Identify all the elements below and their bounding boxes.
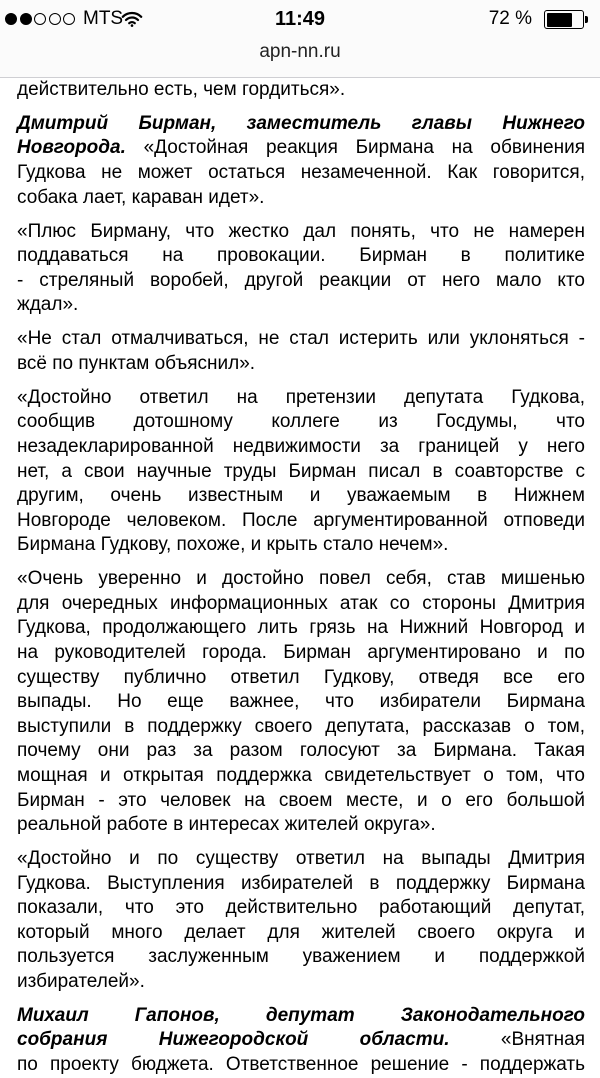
battery-terminal <box>585 16 588 23</box>
article-paragraph <box>17 567 585 838</box>
carrier-name: MTS <box>83 8 124 29</box>
article-paragraph <box>17 220 585 318</box>
quote-text: действительно есть, чем гордиться». <box>17 79 346 100</box>
quote-text: Бирмана Гудкову, похоже, и крыть стало нечем». <box>17 534 449 556</box>
quote-text: Бирман - это человек на своем месте, и о его большой <box>17 789 585 811</box>
article-body <box>17 78 585 1076</box>
article-paragraph <box>17 847 585 995</box>
quote-text: другим, очень известным и уважаемым в Нижнем <box>17 485 585 507</box>
text-line <box>17 484 585 509</box>
battery-icon <box>544 10 584 29</box>
text-line <box>17 690 585 715</box>
quote-text: выступили в поддержку своего депутата, рассказав о том, <box>17 715 585 737</box>
article-paragraph <box>17 78 585 103</box>
quote-text: Гудкова, продолжающего лить грязь на Нижний Новгород и <box>17 617 585 639</box>
text-line <box>17 533 585 558</box>
speaker-attribution: Новгорода. <box>17 137 126 159</box>
quote-text: - стреляный воробей, другой реакции от него мало кто <box>17 269 585 291</box>
signal-dot <box>5 13 17 25</box>
quote-text: «Плюс Бирману, что жестко дал понять, что не намерен <box>17 220 585 242</box>
quote-text: «Внятная <box>500 1029 585 1051</box>
text-line <box>17 1053 585 1076</box>
quote-text: мощная и открытая поддержка свидетельствует о том, что <box>17 764 585 786</box>
article-paragraph <box>17 327 585 376</box>
signal-dot <box>49 13 61 25</box>
text-line <box>17 616 585 641</box>
quote-text: реальной работе в интересах жителей округа». <box>17 814 436 836</box>
text-line <box>17 896 585 921</box>
battery-percentage: 72 % <box>488 8 532 29</box>
address-bar-url[interactable]: apn-nn.ru <box>259 41 341 62</box>
signal-dot <box>34 13 46 25</box>
quote-text: на руководителей города. Бирман аргументировано и по <box>17 641 585 663</box>
clock-time: 11:49 <box>274 8 326 30</box>
text-line <box>17 789 585 814</box>
quote-text: пользуется заслуженным уважением и поддержкой <box>17 946 585 968</box>
quote-text: существу публично ответил Гудкову, отведя все его <box>17 666 585 688</box>
quote-text: показали, что это действительно работающий депутат, <box>17 897 585 919</box>
quote-text: ждал». <box>17 294 79 316</box>
article-paragraph <box>17 1004 585 1076</box>
quote-text: избирателей». <box>17 970 145 992</box>
text-line <box>17 136 585 161</box>
quote-text: всё по пунктам объяснил». <box>17 352 256 374</box>
text-line <box>17 1004 585 1029</box>
signal-dot <box>63 13 75 25</box>
quote-text: «Достойная реакция Бирмана на обвинения <box>143 137 585 159</box>
text-line <box>17 847 585 872</box>
quote-text: «Достойно и по существу ответил на выпады Дмитрия <box>17 848 585 869</box>
quote-text: Гудкова не может остаться незамеченной. Как говорится, <box>17 162 585 184</box>
text-line <box>17 764 585 789</box>
text-line <box>17 813 585 838</box>
text-line <box>17 739 585 764</box>
speaker-attribution: Михаил Гапонов, депутат Законодательного <box>17 1004 585 1026</box>
text-line <box>17 327 585 352</box>
signal-strength-icon <box>5 13 75 25</box>
quote-text: Гудкова. Выступления избирателей в поддержку Бирмана <box>17 872 585 894</box>
speaker-attribution: Дмитрий Бирман, заместитель главы Нижнего <box>17 112 585 134</box>
article-paragraph <box>17 112 585 210</box>
quote-text: «Не стал отмалчиваться, не стал истерить или уклоняться - <box>17 328 585 350</box>
article-paragraph <box>17 386 585 558</box>
text-line <box>17 592 585 617</box>
status-bar <box>0 0 600 38</box>
text-line <box>17 567 585 592</box>
text-line <box>17 293 585 318</box>
browser-header <box>0 0 600 78</box>
quote-text: по проекту бюджета. Ответственное решение - поддержать <box>17 1054 585 1076</box>
text-line <box>17 78 585 103</box>
quote-text: который много делает для жителей своего округа и <box>17 921 585 943</box>
text-line <box>17 244 585 269</box>
quote-text: для очередных информационных атак со стороны Дмитрия <box>17 592 585 614</box>
text-line <box>17 872 585 897</box>
quote-text: «Достойно ответил на претензии депутата Гудкова, <box>17 386 585 408</box>
quote-text: сообщив дотошному коллеге из Госдумы, что <box>17 411 585 433</box>
text-line <box>17 410 585 435</box>
quote-text: выпады. Но еще важнее, что избиратели Бирмана <box>17 691 585 713</box>
text-line <box>17 352 585 377</box>
quote-text: незадекларированной недвижимости за границей у него <box>17 435 585 457</box>
text-line <box>17 921 585 946</box>
signal-dot <box>20 13 32 25</box>
text-line <box>17 161 585 186</box>
text-line <box>17 666 585 691</box>
text-line <box>17 386 585 411</box>
quote-text: собака лает, караван идет». <box>17 186 265 208</box>
text-line <box>17 112 585 137</box>
text-line <box>17 970 585 995</box>
text-line <box>17 435 585 460</box>
quote-text: поддаваться на провокации. Бирман в политике <box>17 245 585 267</box>
text-line <box>17 460 585 485</box>
wifi-icon <box>121 11 143 27</box>
battery-level-fill <box>547 13 572 27</box>
text-line <box>17 509 585 534</box>
text-line <box>17 186 585 211</box>
text-line <box>17 641 585 666</box>
speaker-attribution: собрания Нижегородской области. <box>17 1029 450 1051</box>
text-line <box>17 1028 585 1053</box>
quote-text: почему они раз за разом голосуют за Бирмана. Такая <box>17 740 585 762</box>
text-line <box>17 715 585 740</box>
quote-text: «Очень уверенно и достойно повел себя, став мишенью <box>17 568 585 590</box>
text-line <box>17 945 585 970</box>
text-line <box>17 269 585 294</box>
quote-text: нет, а свои научные труды Бирман писал в соавторстве с <box>17 460 585 482</box>
text-line <box>17 220 585 245</box>
quote-text: Новгороде человеком. После аргументированной отповеди <box>17 509 585 531</box>
